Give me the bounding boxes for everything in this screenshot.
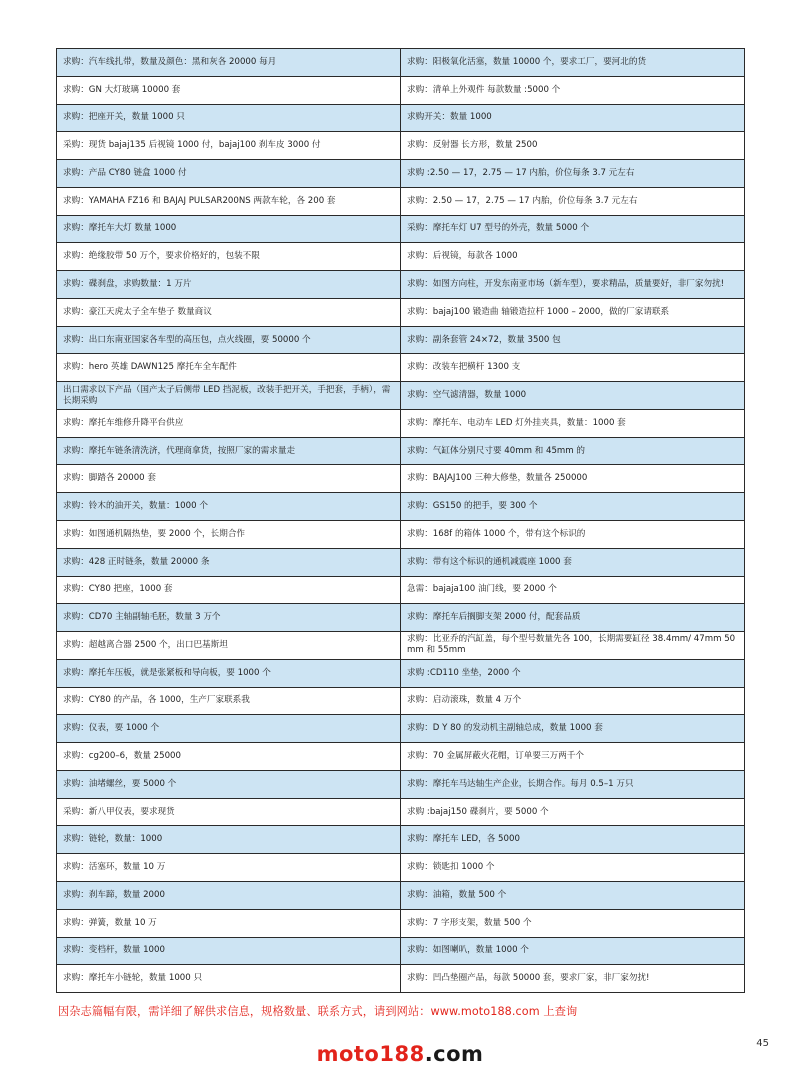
table-cell-right: 采购：摩托车灯 U7 型号的外壳，数量 5000 个 bbox=[401, 215, 745, 243]
table-cell-right: 求购：阳极氧化活塞，数量 10000 个，要求工厂，要河北的货 bbox=[401, 49, 745, 77]
table-row bbox=[57, 826, 745, 854]
table-row bbox=[57, 909, 745, 937]
table-row bbox=[57, 187, 745, 215]
table-cell-right: 求购：168f 的箱体 1000 个，带有这个标识的 bbox=[401, 521, 745, 549]
table-cell-right: 求购 :CD110 坐垫，2000 个 bbox=[401, 659, 745, 687]
table-cell-left: 求购：如图通机隔热垫，要 2000 个，长期合作 bbox=[57, 521, 401, 549]
table-row bbox=[57, 76, 745, 104]
table-cell-right: 求购：清单上外观件 每款数量 :5000 个 bbox=[401, 76, 745, 104]
table-row bbox=[57, 326, 745, 354]
table-cell-left: 采购：新八甲仪表，要求现货 bbox=[57, 798, 401, 826]
table-cell-right: 求购：锁匙扣 1000 个 bbox=[401, 854, 745, 882]
table-cell-left: 求购：CY80 的产品，各 1000，生产厂家联系我 bbox=[57, 687, 401, 715]
demand-table-body bbox=[57, 49, 745, 993]
table-row bbox=[57, 382, 745, 410]
table-cell-left: 求购：产品 CY80 链盒 1000 付 bbox=[57, 160, 401, 188]
table-cell-left: 求购：超越离合器 2500 个，出口巴基斯坦 bbox=[57, 632, 401, 660]
table-cell-left: 求购：豪江天虎太子全车垫子 数量商议 bbox=[57, 298, 401, 326]
table-cell-left: 求购：摩托车大灯 数量 1000 bbox=[57, 215, 401, 243]
table-cell-right: 求购：气缸体分别尺寸要 40mm 和 45mm 的 bbox=[401, 437, 745, 465]
table-row bbox=[57, 798, 745, 826]
table-cell-right: 求购：反射器 长方形，数量 2500 bbox=[401, 132, 745, 160]
table-row bbox=[57, 521, 745, 549]
table-cell-left: 求购：刹车蹄，数量 2000 bbox=[57, 881, 401, 909]
table-row bbox=[57, 576, 745, 604]
table-cell-left: 求购：变档杆，数量 1000 bbox=[57, 937, 401, 965]
table-cell-left: 求购：hero 英雄 DAWN125 摩托车全车配件 bbox=[57, 354, 401, 382]
footer-note: 因杂志篇幅有限，需详细了解供求信息，规格数量、联系方式，请到网站：www.moto188.com 上查询 bbox=[58, 1005, 578, 1018]
logo-part-moto: moto bbox=[316, 1042, 380, 1066]
table-row bbox=[57, 965, 745, 993]
logo-part-com: .com bbox=[424, 1042, 484, 1066]
table-cell-right: 求购：空气滤清器，数量 1000 bbox=[401, 382, 745, 410]
table-cell-right: 求购：启动滚珠，数量 4 万个 bbox=[401, 687, 745, 715]
table-cell-left: 求购：铃木的油开关，数量：1000 个 bbox=[57, 493, 401, 521]
table-cell-right: 求购：bajaj100 锻造曲 轴锻造拉杆 1000 – 2000，做的厂家请联系 bbox=[401, 298, 745, 326]
table-cell-right: 求购：副条套管 24×72，数量 3500 包 bbox=[401, 326, 745, 354]
table-cell-right: 求购：7 字形支架，数量 500 个 bbox=[401, 909, 745, 937]
table-row bbox=[57, 160, 745, 188]
table-row bbox=[57, 409, 745, 437]
table-cell-right: 求购开关：数量 1000 bbox=[401, 104, 745, 132]
table-cell-left: 求购：碟刹盘，求购数量：1 万片 bbox=[57, 271, 401, 299]
table-row bbox=[57, 743, 745, 771]
table-cell-left: 求购：CD70 主轴副轴毛胚，数量 3 万个 bbox=[57, 604, 401, 632]
table-cell-left: 求购：摩托车链条清洗济，代理商拿货，按照厂家的需求量走 bbox=[57, 437, 401, 465]
table-row bbox=[57, 271, 745, 299]
table-row bbox=[57, 354, 745, 382]
table-row bbox=[57, 298, 745, 326]
table-cell-right: 求购：比亚乔的汽缸盖，每个型号数量先各 100，长期需要缸径 38.4mm/ 47mm 50mm 和 55mm bbox=[401, 632, 745, 660]
table-cell-right: 求购：70 金属屏蔽火花帽，订单要三万两千个 bbox=[401, 743, 745, 771]
table-cell-right: 求购：如图方向柱，开发东南亚市场（新车型），要求精品，质量要好，非厂家勿扰! bbox=[401, 271, 745, 299]
table-row bbox=[57, 632, 745, 660]
table-cell-left: 出口需求以下产品（国产太子后侧带 LED 挡泥板，改装手把开关，手把套，手柄），需长期采购 bbox=[57, 382, 401, 410]
table-row bbox=[57, 881, 745, 909]
table-row bbox=[57, 770, 745, 798]
table-cell-right: 求购：摩托车、电动车 LED 灯外挂夹具，数量：1000 套 bbox=[401, 409, 745, 437]
table-cell-left: 求购：绝缘胶带 50 万个，要求价格好的，包装不限 bbox=[57, 243, 401, 271]
table-row bbox=[57, 937, 745, 965]
table-cell-left: 求购：弹簧，数量 10 万 bbox=[57, 909, 401, 937]
table-cell-right: 急需：bajaja100 油门线，要 2000 个 bbox=[401, 576, 745, 604]
table-cell-left: 求购：摩托车维修升降平台供应 bbox=[57, 409, 401, 437]
table-cell-left: 求购：cg200–6，数量 25000 bbox=[57, 743, 401, 771]
table-cell-left: 求购：把座开关，数量 1000 只 bbox=[57, 104, 401, 132]
page-number: 45 bbox=[756, 1038, 769, 1049]
table-cell-right: 求购：D Y 80 的发动机主副轴总成，数量 1000 套 bbox=[401, 715, 745, 743]
table-row bbox=[57, 659, 745, 687]
demand-table bbox=[56, 48, 745, 993]
table-row bbox=[57, 243, 745, 271]
site-logo bbox=[0, 1042, 800, 1066]
table-cell-right: 求购：如图喇叭，数量 1000 个 bbox=[401, 937, 745, 965]
table-cell-left: 求购：仪表，要 1000 个 bbox=[57, 715, 401, 743]
table-row bbox=[57, 132, 745, 160]
table-cell-left: 采购：现货 bajaj135 后视镜 1000 付，bajaj100 刹车皮 3000 付 bbox=[57, 132, 401, 160]
table-cell-left: 求购：脚踏各 20000 套 bbox=[57, 465, 401, 493]
table-cell-right: 求购 :bajaj150 碟刹片，要 5000 个 bbox=[401, 798, 745, 826]
table-cell-right: 求购：BAJAJ100 三种大修垫，数量各 250000 bbox=[401, 465, 745, 493]
table-row bbox=[57, 493, 745, 521]
table-cell-right: 求购：摩托车马达轴生产企业，长期合作。每月 0.5–1 万只 bbox=[401, 770, 745, 798]
table-cell-right: 求购：凹凸垫圈产品，每款 50000 套，要求厂家，非厂家勿扰! bbox=[401, 965, 745, 993]
table-cell-left: 求购：摩托车小链轮，数量 1000 只 bbox=[57, 965, 401, 993]
table-cell-right: 求购：改装车把横杆 1300 支 bbox=[401, 354, 745, 382]
table-cell-right: 求购：后视镜，每款各 1000 bbox=[401, 243, 745, 271]
table-cell-left: 求购：摩托车压板，就是张紧板和导向板，要 1000 个 bbox=[57, 659, 401, 687]
table-cell-left: 求购：CY80 把座，1000 套 bbox=[57, 576, 401, 604]
table-cell-left: 求购：链轮，数量：1000 bbox=[57, 826, 401, 854]
table-row bbox=[57, 604, 745, 632]
table-cell-left: 求购：YAMAHA FZ16 和 BAJAJ PULSAR200NS 两款车轮，各 200 套 bbox=[57, 187, 401, 215]
table-row bbox=[57, 715, 745, 743]
table-row bbox=[57, 49, 745, 77]
table-row bbox=[57, 215, 745, 243]
logo-part-188: 188 bbox=[379, 1042, 425, 1066]
table-cell-right: 求购：GS150 的把手，要 300 个 bbox=[401, 493, 745, 521]
table-cell-left: 求购：GN 大灯玻璃 10000 套 bbox=[57, 76, 401, 104]
table-cell-right: 求购：摩托车 LED，各 5000 bbox=[401, 826, 745, 854]
table-row bbox=[57, 437, 745, 465]
table-row bbox=[57, 548, 745, 576]
table-row bbox=[57, 854, 745, 882]
table-cell-right: 求购：油箱，数量 500 个 bbox=[401, 881, 745, 909]
table-cell-right: 求购：摩托车后搁脚支架 2000 付，配套品质 bbox=[401, 604, 745, 632]
table-cell-left: 求购：油堵螺丝，要 5000 个 bbox=[57, 770, 401, 798]
table-row bbox=[57, 465, 745, 493]
table-cell-left: 求购：428 正时链条，数量 20000 条 bbox=[57, 548, 401, 576]
table-cell-left: 求购：汽车线扎带，数量及颜色：黑和灰各 20000 每月 bbox=[57, 49, 401, 77]
table-cell-left: 求购：出口东南亚国家各车型的高压包，点火线圈，要 50000 个 bbox=[57, 326, 401, 354]
table-cell-right: 求购：2.50 — 17，2.75 — 17 内胎，价位每条 3.7 元左右 bbox=[401, 187, 745, 215]
table-row bbox=[57, 104, 745, 132]
table-cell-right: 求购 :2.50 — 17，2.75 — 17 内胎，价位每条 3.7 元左右 bbox=[401, 160, 745, 188]
table-cell-left: 求购：活塞环，数量 10 万 bbox=[57, 854, 401, 882]
table-cell-right: 求购：带有这个标识的通机减震座 1000 套 bbox=[401, 548, 745, 576]
table-row bbox=[57, 687, 745, 715]
